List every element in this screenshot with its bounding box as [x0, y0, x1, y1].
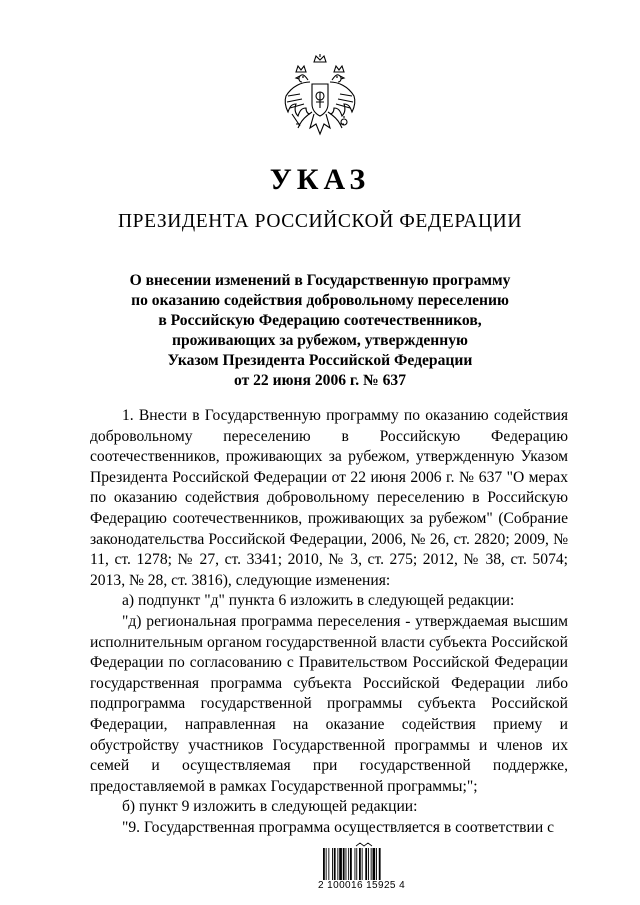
heading-line: от 22 июня 2006 г. № 637 [233, 372, 407, 389]
paragraph-subitem-a: а) подпункт "д" пункта 6 изложить в следующей редакции: [122, 592, 515, 610]
decree-issuer: ПРЕЗИДЕНТА РОССИЙСКОЙ ФЕДЕРАЦИИ [117, 211, 523, 232]
heading-line: по оказанию содействия добровольному переселению [131, 292, 509, 309]
paragraph-quote-9: "9. Государственная программа осуществляется в соответствии с [122, 818, 555, 836]
barcode-number: 2 100016 15925 4 [318, 880, 406, 891]
heading-line: проживающих за рубежом, утвержденную [172, 332, 468, 349]
decree-body [90, 406, 568, 838]
heading-line: в Российскую Федерацию соотечественников, [158, 312, 482, 329]
coat-of-arms-icon [278, 52, 362, 150]
paragraph-item-1: 1. Внести в Государственную программу по оказанию содействия добровольному переселению в Российскую Федерацию соотечественников, проживающих за рубежом, утвержденную Указом Президента Российской Федерации от 22 июня 2006 г. № 637 "О мерах по оказанию содействия добровольному переселению в Российскую Федерацию соотечественников, проживающих за рубежом" (Собрание законодательства Российской Федерации, 2006, № 26, ст. 2820; 2009, № 11, ст. 1278; № 27, ст. 3341; 2010, № 3, ст. 275; 2012, № 38, ст. 5074; 2013, № 28, ст. 3816), следующие изменения: [90, 407, 568, 589]
heading-line: Указом Президента Российской Федерации [167, 352, 473, 369]
barcode-icon [322, 842, 404, 882]
paragraph-subitem-b: б) пункт 9 изложить в следующей редакции: [122, 798, 418, 816]
paragraph-quote-d: "д) региональная программа переселения - утверждаемая высшим исполнительным органом государственной власти субъекта Российской Федерации по согласованию с Правительством Российской Федерации государственная программа субъекта Российской Федерации либо подпрограмма государственной программы субъекта Российской Федерации, направленная на оказание содействия приему и обустройству участников Государственной программы и членов их семей и осуществляемая при государственной поддержке, предоставляемой в рамках Государственной программы;"; [90, 612, 568, 795]
heading-line: О внесении изменений в Государственную программу [129, 272, 511, 289]
decree-title: УКАЗ [269, 163, 371, 196]
decree-heading [80, 271, 560, 391]
